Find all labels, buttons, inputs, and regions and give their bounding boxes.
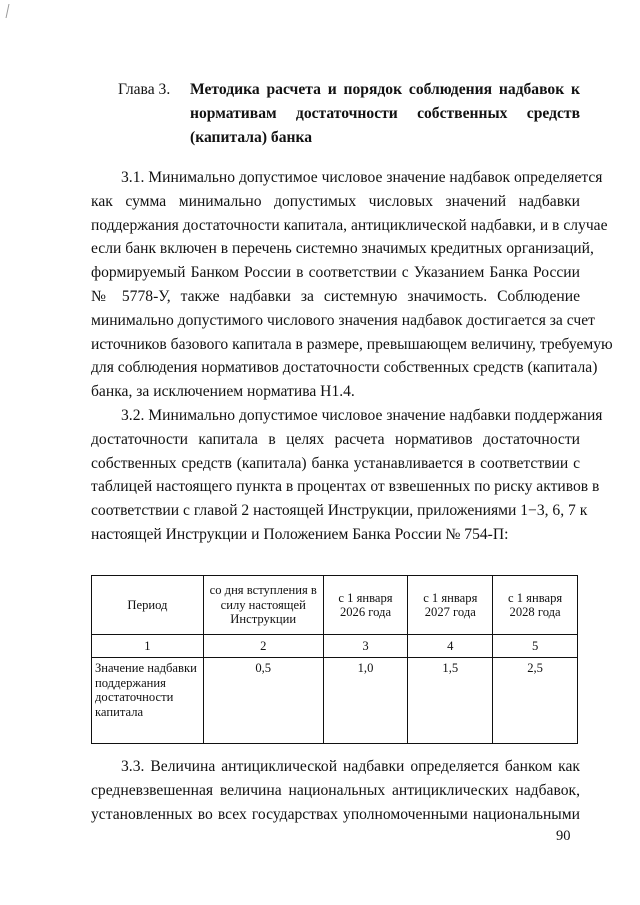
table-header-cell: с 1 января 2027 года xyxy=(408,576,493,635)
column-number-cell: 1 xyxy=(92,635,204,658)
table-header-row xyxy=(92,576,578,635)
text-line: для соблюдения нормативов достаточности собственных средств (капитала) xyxy=(91,359,598,377)
capital-buffer-table xyxy=(91,575,578,744)
column-number-cell: 2 xyxy=(203,635,323,658)
text-line: таблицей настоящего пункта в процентах от взвешенных по риску активов в xyxy=(91,478,600,496)
text-line: если банк включен в перечень системно значимых кредитных организаций, xyxy=(91,240,594,258)
chapter-title-line: (капитала) банка xyxy=(190,129,313,146)
table-header-cell: Период xyxy=(92,576,204,635)
text-line: средневзвешенная величина национальных антициклических надбавок, xyxy=(91,781,580,799)
row-label-cell: Значение надбавки поддержания достаточности капитала xyxy=(92,658,204,744)
table-header-cell: со дня вступления в силу настоящей Инструкции xyxy=(203,576,323,635)
table-header-cell: с 1 января 2028 года xyxy=(493,576,578,635)
text-line: как сумма минимально допустимых числовых значений надбавки xyxy=(91,192,580,210)
paragraph-3-3 xyxy=(91,755,580,826)
text-line: № 5778-У, также надбавки за системную значимость. Соблюдение xyxy=(91,287,580,305)
text-line: формируемый Банком России в соответствии с Указанием Банка России xyxy=(91,264,580,282)
value-cell: 1,5 xyxy=(408,658,493,744)
text-line: достаточности капитала в целях расчета нормативов достаточности xyxy=(91,430,580,448)
text-line: банка, за исключением норматива Н1.4. xyxy=(91,383,355,401)
paragraph-3-1 xyxy=(91,166,613,404)
paragraph-3-2 xyxy=(91,404,603,547)
text-line: 3.2. Минимально допустимое числовое значение надбавки поддержания xyxy=(121,407,603,424)
column-number-cell: 4 xyxy=(408,635,493,658)
text-line: настоящей Инструкции и Положением Банка России № 754-П: xyxy=(91,525,509,543)
scan-mark xyxy=(6,4,11,18)
text-line: установленных во всех государствах уполномоченными национальными xyxy=(91,805,580,823)
column-number-cell: 3 xyxy=(323,635,408,658)
text-line: 3.1. Минимально допустимое числовое значение надбавок определяется xyxy=(121,169,603,186)
text-line: поддержания достаточности капитала, антициклической надбавки, и в случае xyxy=(91,216,608,234)
text-line: 3.3. Величина антициклической надбавки определяется банком как xyxy=(121,758,580,775)
value-cell: 1,0 xyxy=(323,658,408,744)
chapter-title-line: Методика расчета и порядок соблюдения надбавок к xyxy=(190,81,580,98)
table-row xyxy=(92,658,578,744)
text-line: минимально допустимого числового значения надбавок достигается за счет xyxy=(91,311,595,329)
chapter-heading xyxy=(118,78,580,150)
text-line: источников базового капитала в размере, превышающем величину, требуемую xyxy=(91,335,613,353)
column-number-cell: 5 xyxy=(493,635,578,658)
value-cell: 0,5 xyxy=(203,658,323,744)
chapter-prefix: Глава 3. xyxy=(118,81,171,98)
table-header-cell: с 1 января 2026 года xyxy=(323,576,408,635)
value-cell: 2,5 xyxy=(493,658,578,744)
text-line: соответствии с главой 2 настоящей Инструкции, приложениями 1−3, 6, 7 к xyxy=(91,502,588,520)
chapter-title-line: нормативам достаточности собственных средств xyxy=(190,105,580,122)
page-number: 90 xyxy=(556,828,571,844)
table-row xyxy=(92,635,578,658)
text-line: собственных средств (капитала) банка устанавливается в соответствии с xyxy=(91,454,580,472)
